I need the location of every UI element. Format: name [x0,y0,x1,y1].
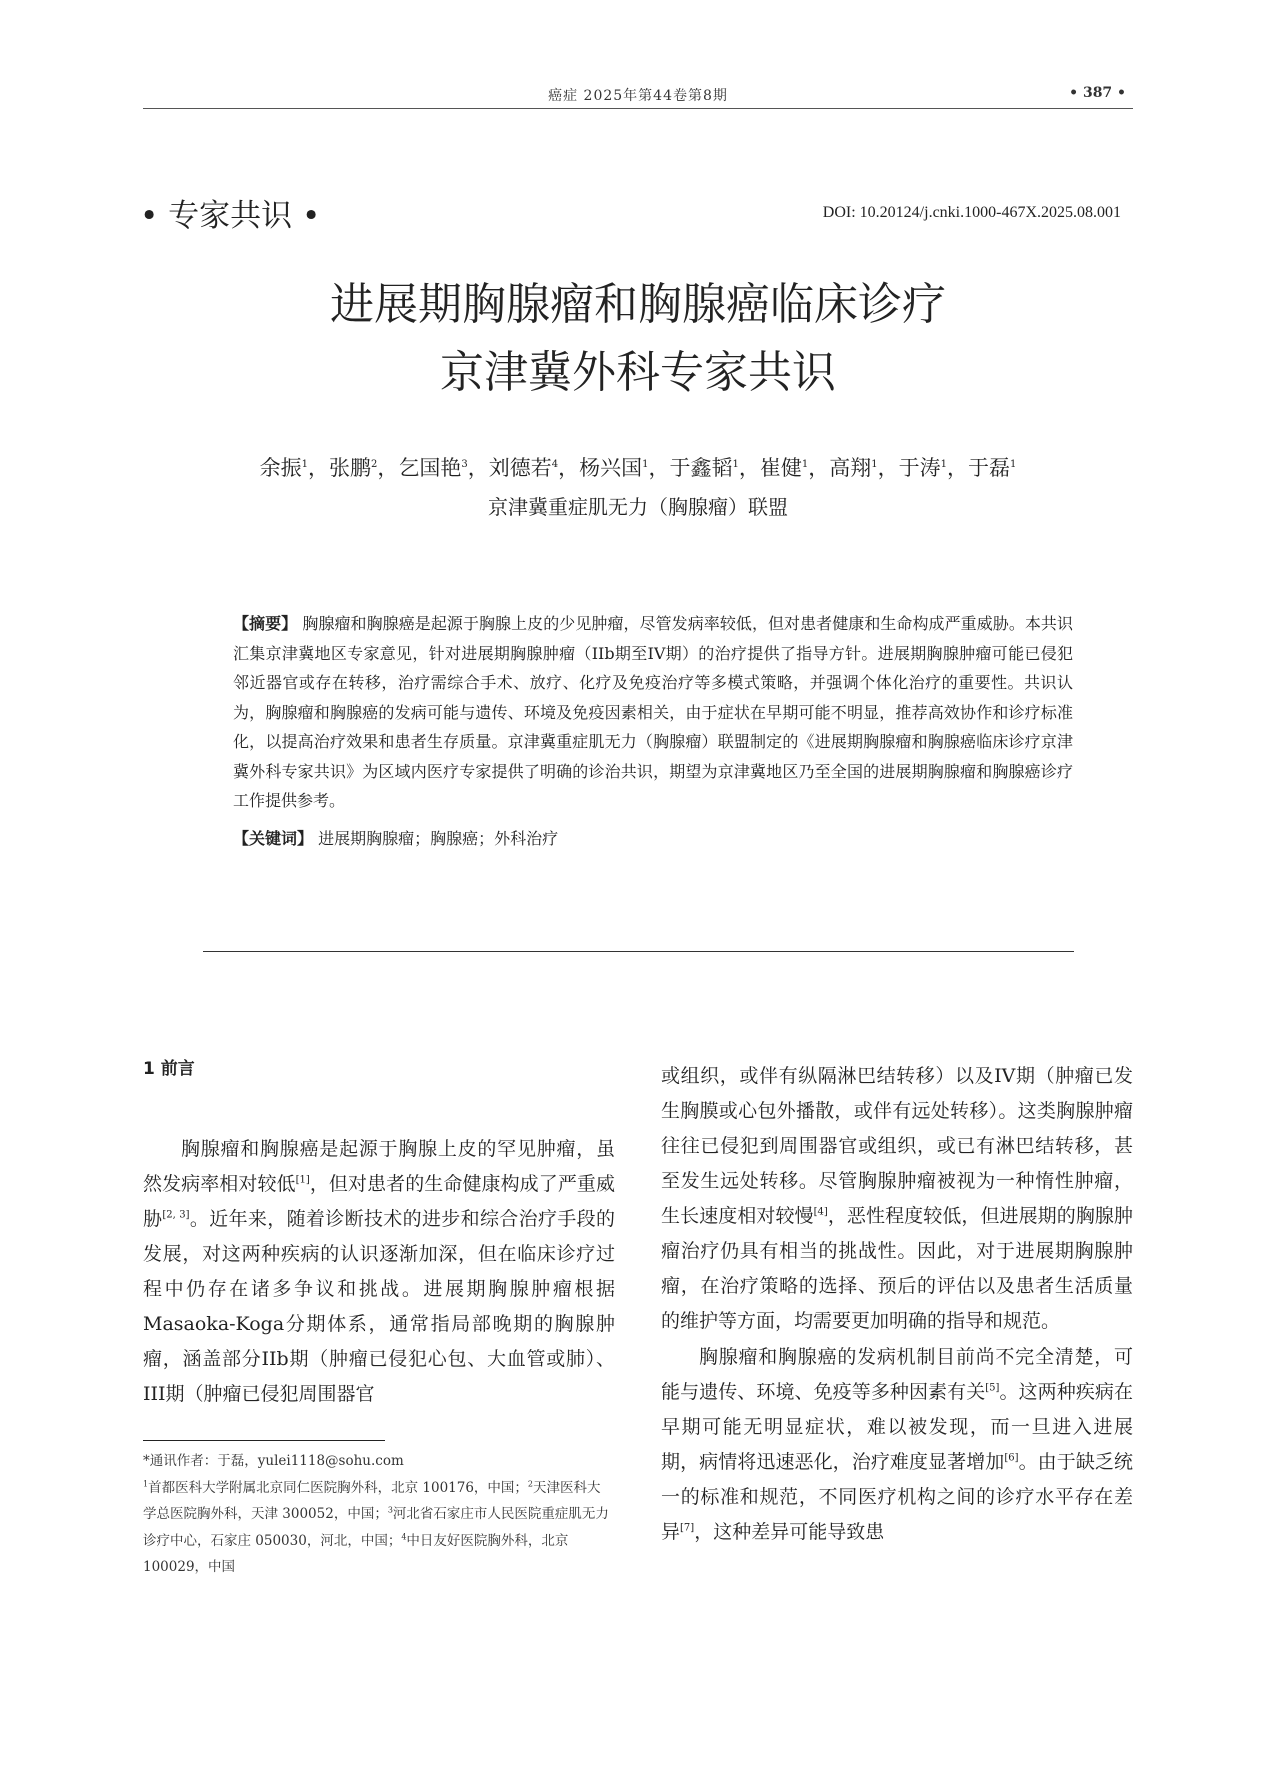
author-name: 于磊 [968,456,1010,480]
author-affiliation-mark: 1 [642,459,649,470]
author-name: 崔健 [759,456,802,480]
text-run: 。近年来，随着诊断技术的进步和综合治疗手段的发展，对这两种疾病的认识逐渐加深，但在临床诊疗过程中仍存在诸多争议和挑战。进展期胸腺肿瘤根据Masaoka-Koga分期体系，通常指局部晚期的胸腺肿瘤，涵盖部分IIb期（肿瘤已侵犯心包、大血管或肺）、III期（肿瘤已侵犯周围器官 [143,1208,615,1405]
citation: [5] [985,1382,1000,1394]
text-run: ，这种差异可能导致患 [694,1521,885,1543]
affiliation-text: 中日友好医院胸外科，北京 100029，中国 [143,1532,569,1575]
section-tag: • 专家共识 • [140,198,321,234]
title-line-2: 京津冀外科专家共识 [440,347,836,398]
author-affiliation-mark: 1 [301,459,308,470]
citation: [2, 3] [162,1209,190,1221]
affiliation-text: 河北省石家庄市人民医院重症肌无力诊疗中心，石家庄 050030，河北，中国； [143,1506,609,1549]
affiliation-text: 天津医科大学总医院胸外科，天津 300052，中国； [143,1479,601,1522]
text-run: 。由于缺乏统一的标准和规范，不同医疗机构之间的诊疗水平存在差异 [661,1451,1133,1543]
author-affiliation-mark: 1 [732,459,739,470]
body-column-right [661,1059,1133,1550]
citation: [1] [295,1174,310,1186]
abstract [233,609,1073,816]
author-affiliation-mark: 1 [1010,459,1017,470]
paragraph [661,1340,1133,1550]
footnote-rule [143,1440,385,1441]
author-affiliation-mark: 3 [461,459,468,470]
running-header [0,85,1276,109]
author-separator: ， [467,456,489,480]
author-separator: ， [377,456,399,480]
text-run: ，但对患者的生命健康构成了严重威胁 [143,1173,615,1230]
affiliation-group: 京津冀重症肌无力（胸腺瘤）联盟 [488,495,788,519]
author-separator: ， [877,456,899,480]
body-column-left [143,1132,615,1412]
keywords [233,826,1073,849]
abstract-text: 胸腺瘤和胸腺癌是起源于胸腺上皮的少见肿瘤，尽管发病率较低，但对患者健康和生命构成严重威胁。本共识汇集京津冀地区专家意见，针对进展期胸腺肿瘤（IIb期至IV期）的治疗提供了指导方针。进展期胸腺肿瘤可能已侵犯邻近器官或存在转移，治疗需综合手术、放疗、化疗及免疫治疗等多模式策略，并强调个体化治疗的重要性。共识认为，胸腺瘤和胸腺癌的发病可能与遗传、环境及免疫因素相关，由于症状在早期可能不明显，推荐高效协作和诊疗标准化，以提高治疗效果和患者生存质量。京津冀重症肌无力（胸腺瘤）联盟制定的《进展期胸腺瘤和胸腺癌临床诊疗京津冀外科专家共识》为区域内医疗专家提供了明确的诊治共识，期望为京津冀地区乃至全国的进展期胸腺瘤和胸腺癌诊疗工作提供参考。 [233,614,1073,810]
affiliations [143,1475,613,1581]
author-affiliation-mark: 1 [801,459,809,470]
author-name: 于鑫韬 [669,456,733,480]
keywords-text: 进展期胸腺瘤；胸腺癌；外科治疗 [318,829,559,848]
text-run: ，恶性程度较低，但进展期的胸腺肿瘤治疗仍具有相当的挑战性。因此，对于进展期胸腺肿瘤，在治疗策略的选择、预后的评估以及患者生活质量的维护等方面，均需要更加明确的指导和规范。 [661,1205,1133,1332]
citation: [7] [680,1522,695,1534]
author-separator: ， [947,456,968,480]
affiliation-mark: 1 [143,1479,149,1488]
text-run: 胸腺瘤和胸腺癌是起源于胸腺上皮的罕见肿瘤，虽然发病率相对较低 [143,1138,615,1195]
author-name: 张鹏 [329,456,371,480]
footnotes [143,1448,613,1581]
author-affiliation-mark: 4 [551,459,559,470]
paragraph [661,1059,1133,1339]
citation: [6] [1004,1452,1019,1464]
author-name: 高翔 [829,456,872,480]
paragraph [143,1132,615,1412]
author-affiliation-mark: 1 [871,459,878,470]
author-name: 于涛 [898,456,941,480]
journal-issue: 癌症 2025年第44卷第8期 [548,88,728,104]
author-name: 杨兴国 [579,456,643,480]
affiliation-text: 首都医科大学附属北京同仁医院胸外科，北京 100176，中国； [148,1479,528,1496]
text-run: 胸腺瘤和胸腺癌的发病机制目前尚不完全清楚，可能与遗传、环境、免疫等多种因素有关 [661,1346,1133,1403]
author-name: 刘德若 [488,456,552,480]
author-separator: ， [558,456,580,480]
keywords-label: 【关键词】 [233,829,314,848]
affiliation-mark: 4 [401,1532,407,1541]
affiliation-mark: 2 [527,1479,534,1488]
author-separator: ， [808,456,830,480]
author-name: 乞国艳 [398,456,462,480]
text-run: 。这两种疾病在早期可能无明显症状，难以被发现，而一旦进入进展期，病情将迅速恶化，治疗难度显著增加 [661,1381,1133,1473]
author-separator: ， [308,456,329,480]
citation: [4] [813,1206,828,1218]
affiliation-mark: 3 [387,1505,393,1515]
author-affiliation-mark: 2 [371,459,378,470]
author-separator: ， [738,456,760,480]
author-name: 余振 [259,456,302,480]
header-rule [143,108,1133,109]
page-number: • 387 • [1069,85,1126,101]
abstract-label: 【摘要】 [233,614,298,633]
author-affiliation-mark: 1 [940,459,947,470]
abstract-divider [203,951,1074,952]
doi: DOI: 10.20124/j.cnki.1000-467X.2025.08.001 [822,204,1121,221]
author-list [0,452,1276,482]
author-separator: ， [648,456,670,480]
text-run: 或组织，或伴有纵隔淋巴结转移）以及IV期（肿瘤已发生胸膜或心包外播散，或伴有远处转移）。这类胸腺肿瘤往往已侵犯到周围器官或组织，或已有淋巴结转移，甚至发生远处转移。尽管胸腺肿瘤被视为一种惰性肿瘤，生长速度相对较慢 [661,1065,1133,1227]
section-heading: 1 前言 [143,1059,195,1079]
corresponding-author: *通讯作者：于磊，yulei1118@sohu.com [143,1453,404,1469]
title-line-1: 进展期胸腺瘤和胸腺癌临床诊疗 [330,279,946,330]
